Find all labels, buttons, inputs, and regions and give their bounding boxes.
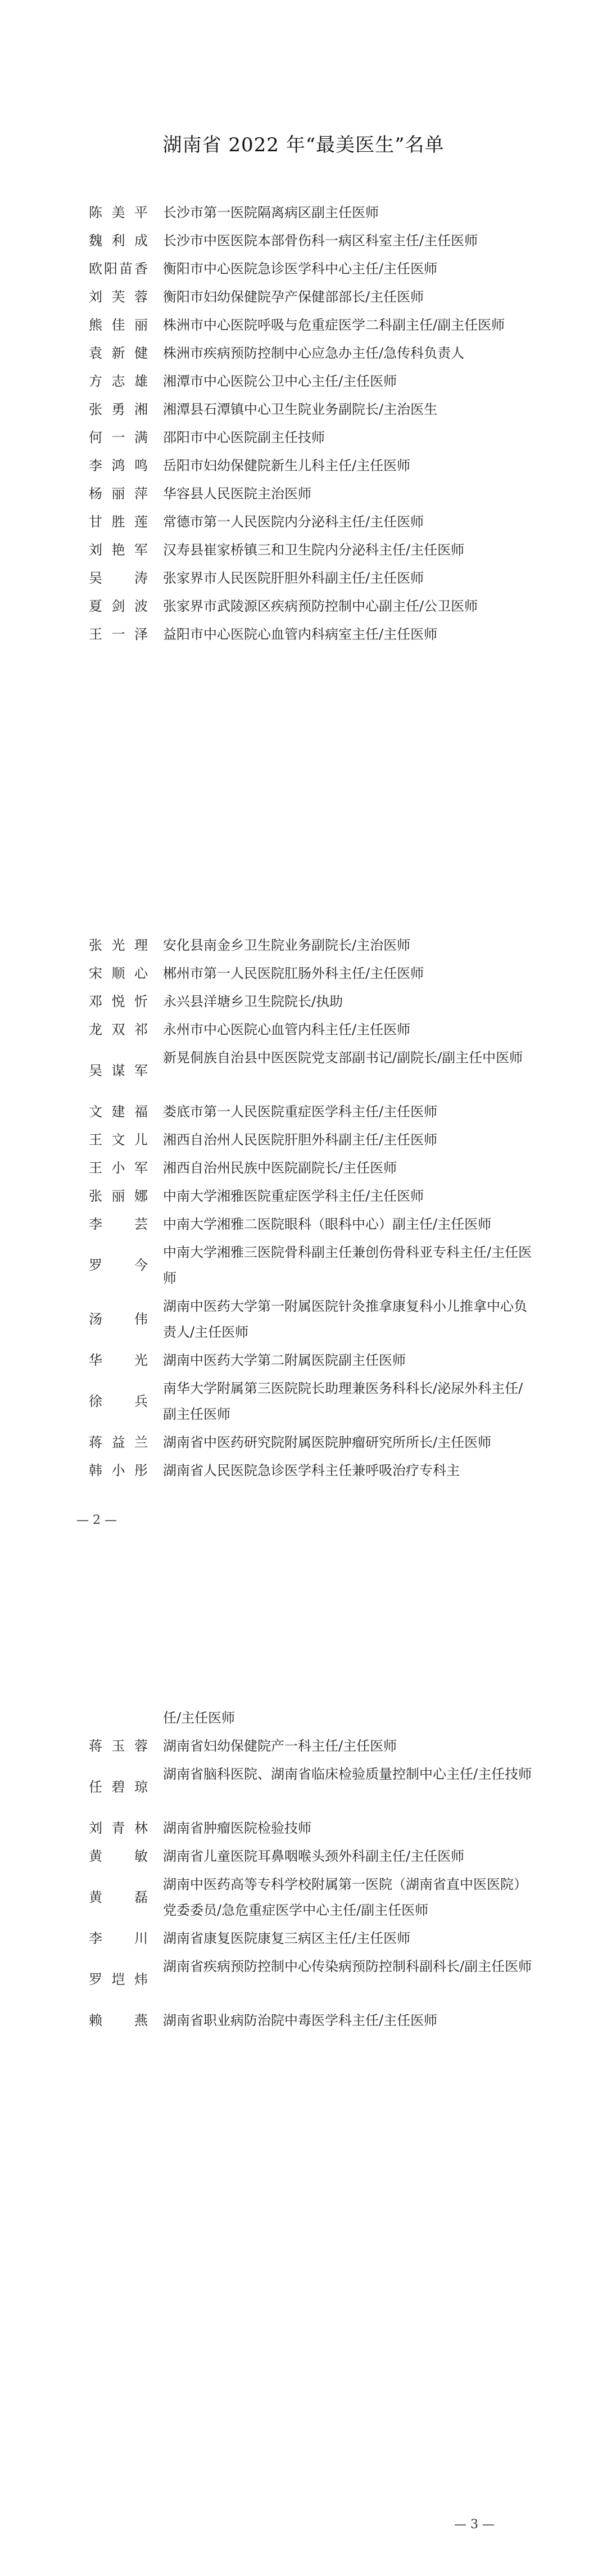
- list-item: [0, 1429, 607, 1455]
- document-title: 湖南省 2022 年“最美医生”名单: [162, 134, 445, 156]
- person-title: 中南大学湘雅医院重症医学科主任/主任医师: [163, 1188, 424, 1204]
- list-item: [0, 932, 607, 958]
- list-item: [0, 1127, 607, 1153]
- list-item: [0, 1017, 607, 1043]
- list-item: [0, 340, 607, 366]
- person-name: 王小军: [89, 1160, 148, 1176]
- person-title: 湖南省职业病防治院中毒医学科主任/主任医师: [163, 2013, 438, 2028]
- person-name: 赖 燕: [89, 2013, 148, 2028]
- list-item: [0, 1239, 607, 1291]
- person-title: 湖南省康复医院康复三病区主任/主任医师: [163, 1930, 411, 1946]
- person-name: 文建福: [89, 1104, 148, 1120]
- person-title: 衡阳市中心医院急诊医学科中心主任/主任医师: [163, 261, 438, 277]
- list-item: [0, 1375, 607, 1427]
- list-item: [0, 1843, 607, 1869]
- list-item: [0, 537, 607, 563]
- person-name: 吴 涛: [89, 570, 148, 586]
- list-item: [0, 481, 607, 507]
- person-name: 刘艳军: [89, 542, 148, 558]
- person-name: 任碧琼: [89, 1779, 148, 1795]
- list-item: [0, 1871, 607, 1923]
- person-title: 张家界市人民医院肝胆外科副主任/主任医师: [163, 570, 424, 586]
- person-name: 杨丽萍: [89, 486, 148, 502]
- list-item: [0, 1347, 607, 1373]
- person-title: 湖南中医药大学第一附属医院针灸推拿康复科小儿推拿中心负责人/主任医师: [163, 1298, 527, 1340]
- person-title: 邵阳市中心医院副主任技师: [163, 430, 325, 445]
- person-title: 娄底市第一人民医院重症医学科主任/主任医师: [163, 1104, 438, 1120]
- person-name: 汤 伟: [89, 1311, 148, 1327]
- list-item: [0, 368, 607, 394]
- person-name: 张勇湘: [89, 401, 148, 417]
- person-name: 欧阳苗香: [89, 261, 148, 277]
- list-item: [0, 1293, 607, 1345]
- person-name: 夏剑波: [89, 598, 148, 614]
- person-title: 湖南省疾病预防控制中心传染病预防控制科副科长/副主任医师: [163, 1959, 532, 1974]
- person-title: 永兴县洋塘乡卫生院院长/执助: [163, 994, 343, 1009]
- person-title: 常德市第一人民医院内分泌科主任/主任医师: [163, 514, 424, 530]
- person-name: 罗垲炜: [89, 1972, 148, 1987]
- list-item: [0, 621, 607, 647]
- person-title: 衡阳市妇幼保健院孕产保健部部长/主任医师: [163, 289, 424, 305]
- person-name: 王文儿: [89, 1132, 148, 1148]
- person-title: 湘西自治州民族中医院副院长/主任医师: [163, 1160, 397, 1176]
- person-title: 长沙市第一医院隔离病区副主任医师: [163, 205, 379, 220]
- person-title: 湘潭市中心医院公卫中心主任/主任医师: [163, 373, 397, 389]
- person-name: 甘胜莲: [89, 514, 148, 530]
- list-item: [0, 593, 607, 619]
- person-name: 华 光: [89, 1352, 148, 1368]
- person-title: 湖南省肿瘤医院检验技师: [163, 1820, 311, 1836]
- person-title: 湖南中医药高等专科学校附属第一医院（湖南省直中医医院）党委委员/急危重症医学中心主任/副主任医师: [163, 1876, 527, 1918]
- person-title: 湖南省儿童医院耳鼻咽喉头颈外科副主任/主任医师: [163, 1848, 465, 1864]
- list-item: [0, 1211, 607, 1237]
- person-name: 刘青林: [89, 1820, 148, 1836]
- list-item: [0, 425, 607, 450]
- continued-title: 任/主任医师: [163, 1710, 235, 1726]
- list-item: [0, 1458, 607, 1483]
- person-title: 郴州市第一人民医院肛肠外科主任/主任医师: [163, 966, 424, 981]
- person-name: 蒋益兰: [89, 1434, 148, 1450]
- person-title: 汉寿县崔家桥镇三和卫生院内分泌科主任/主任医师: [163, 542, 465, 558]
- list-item: [0, 1733, 607, 1759]
- list-item: [0, 453, 607, 479]
- person-name: 蒋玉蓉: [89, 1738, 148, 1754]
- person-name: 龙双祁: [89, 1022, 148, 1037]
- list-item: [0, 509, 607, 535]
- list-item: [0, 1925, 607, 1951]
- person-name: 张丽娜: [89, 1188, 148, 1204]
- person-title: 张家界市武陵源区疾病预防控制中心副主任/公卫医师: [163, 598, 478, 614]
- person-name: 熊佳丽: [89, 317, 148, 333]
- list-item: [0, 256, 607, 282]
- list-item: [0, 1815, 607, 1841]
- person-name: 黄 敏: [89, 1848, 148, 1864]
- person-name: 李鸿鸣: [89, 458, 148, 473]
- person-name: 韩小彤: [89, 1463, 148, 1478]
- list-item: [0, 228, 607, 254]
- person-name: 陈美平: [89, 205, 148, 220]
- person-name: 袁新健: [89, 345, 148, 361]
- list-item: [0, 2007, 607, 2033]
- person-name: 李 芸: [89, 1216, 148, 1232]
- person-name: 王一泽: [89, 626, 148, 642]
- list-item: [0, 396, 607, 422]
- list-item: [0, 989, 607, 1014]
- person-title: 中南大学湘雅三医院骨科副主任兼创伤骨科亚专科主任/主任医师: [163, 1244, 532, 1286]
- person-title: 安化县南金乡卫生院业务副院长/主治医师: [163, 937, 411, 953]
- person-name: 魏利成: [89, 233, 148, 249]
- person-title: 长沙市中医医院本部骨伤科一病区科室主任/主任医师: [163, 233, 478, 249]
- person-title: 株洲市疾病预防控制中心应急办主任/急传科负责人: [163, 345, 465, 361]
- person-name: 宋顺心: [89, 966, 148, 981]
- person-title: 湘西自治州人民医院肝胆外科副主任/主任医师: [163, 1132, 438, 1148]
- person-name: 邓悦忻: [89, 994, 148, 1009]
- person-title: 中南大学湘雅二医院眼科（眼科中心）副主任/主任医师: [163, 1216, 492, 1232]
- person-title: 湖南省妇幼保健院产一科主任/主任医师: [163, 1738, 397, 1754]
- list-item: [0, 1045, 607, 1097]
- person-name: 李 川: [89, 1930, 148, 1946]
- person-name: 罗 今: [89, 1257, 148, 1273]
- person-name: 方志雄: [89, 373, 148, 389]
- list-item: [0, 200, 607, 225]
- person-name: 黄 磊: [89, 1889, 148, 1905]
- person-title: 湘潭县石潭镇中心卫生院业务副院长/主治医生: [163, 401, 438, 417]
- person-name: 刘芙蓉: [89, 289, 148, 305]
- person-title: 株洲市中心医院呼吸与危重症医学二科副主任/副主任医师: [163, 317, 505, 333]
- list-item: [0, 1099, 607, 1125]
- page-number-2: — 2 —: [76, 1513, 117, 1527]
- list-item: [0, 284, 607, 310]
- person-title: 永州市中心医院心血管内科主任/主任医师: [163, 1022, 411, 1037]
- person-name: 吴谋军: [89, 1063, 148, 1079]
- person-title: 华容县人民医院主治医师: [163, 486, 311, 502]
- list-item: [0, 1155, 607, 1181]
- list-item: [0, 1954, 607, 2005]
- person-title: 岳阳市妇幼保健院新生儿科主任/主任医师: [163, 458, 411, 473]
- list-item: [0, 312, 607, 338]
- list-item: [0, 565, 607, 591]
- list-item: [0, 960, 607, 986]
- person-title: 湖南省中医药研究院附属医院肿瘤研究所所长/主任医师: [163, 1434, 492, 1450]
- person-title: 湖南省脑科医院、湖南省临床检验质量控制中心主任/主任技师: [163, 1766, 532, 1782]
- person-title: 益阳市中心医院心血管内科病室主任/主任医师: [163, 626, 438, 642]
- person-title: 新晃侗族自治县中医医院党支部副书记/副院长/副主任中医师: [163, 1050, 523, 1066]
- person-title: 南华大学附属第三医院院长助理兼医务科科长/泌尿外科主任/副主任医师: [163, 1381, 523, 1422]
- person-name: 张光理: [89, 937, 148, 953]
- list-item: [0, 1761, 607, 1813]
- person-title: 湖南中医药大学第二附属医院副主任医师: [163, 1352, 406, 1368]
- person-title: 湖南省人民医院急诊医学科主任兼呼吸治疗专科主: [163, 1463, 460, 1478]
- person-name: 何一满: [89, 430, 148, 445]
- person-name: 徐 兵: [89, 1393, 148, 1409]
- list-item: [0, 1183, 607, 1209]
- page-number-3: — 3 —: [454, 2518, 495, 2532]
